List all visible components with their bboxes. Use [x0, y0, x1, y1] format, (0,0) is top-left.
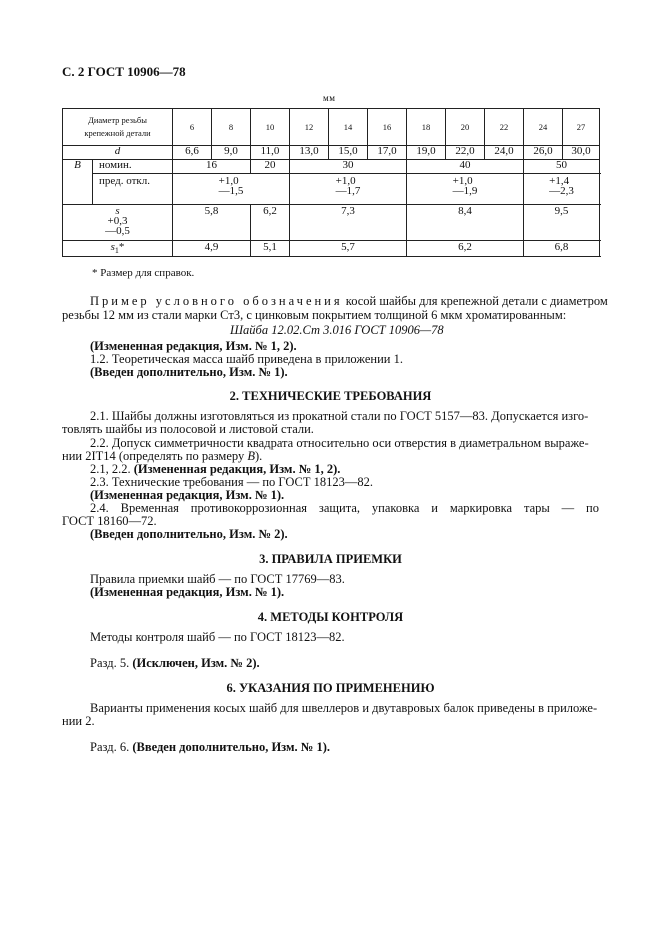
table-header-row — [63, 109, 600, 146]
p2122-pre: 2.1, 2.2. — [90, 462, 131, 476]
s-value-cell: 5,8 — [173, 205, 251, 241]
b-nominal-cell: 16 — [173, 160, 251, 174]
table-row-s1 — [63, 241, 600, 257]
section-6-title: 6. УКАЗАНИЯ ПО ПРИМЕНЕНИЮ — [226, 681, 435, 695]
table-row-b-nominal — [63, 160, 600, 174]
section-2-title: 2. ТЕХНИЧЕСКИЕ ТРЕБОВАНИЯ — [229, 389, 432, 403]
d-label-cell: d — [63, 146, 173, 160]
section-3-title: 3. ПРАВИЛА ПРИЕМКИ — [259, 552, 402, 566]
s1-value-cell: 5,1 — [251, 241, 290, 257]
paragraph-6-line-1: Варианты применения косых шайб для швеллеров и двутавровых балок приведены в приложе- — [90, 701, 598, 715]
introduced-note-2: (Введен дополнительно, Изм. № 2). — [90, 527, 288, 541]
page-header: С. 2 ГОСТ 10906—78 — [62, 64, 186, 79]
s-value-cell: 7,3 — [290, 205, 407, 241]
table-footnote: * Размер для справок. — [92, 267, 195, 279]
example-line-1 — [90, 295, 608, 308]
sec5-bold: (Исключен, Изм. № 2). — [132, 656, 260, 670]
paragraph-2-2-line-1: 2.2. Допуск симметричности квадрата относительно оси отверстия в диаметральном выраже- — [90, 436, 589, 450]
s1-value-cell: 6,2 — [407, 241, 524, 257]
amendment-note-3: (Измененная редакция, Изм. № 1). — [90, 585, 285, 599]
p22-pre: нии 2IT14 (определять по размеру — [62, 449, 248, 463]
table-row-s — [63, 205, 600, 241]
p22-post: ). — [254, 449, 263, 463]
d-value-cell: 24,0 — [485, 146, 524, 160]
units-label: мм — [323, 93, 336, 103]
diameter-cell: 8 — [212, 109, 251, 146]
s-dev-plus: +0,3 — [107, 215, 128, 227]
deviation-label-cell: пред. откл. — [93, 174, 173, 205]
diameter-cell: 27 — [563, 109, 600, 146]
dev-plus: +1,0 — [335, 175, 356, 187]
diameter-cell: 18 — [407, 109, 446, 146]
s1-star: * — [118, 241, 125, 253]
d-value-cell: 30,0 — [563, 146, 600, 160]
s-label: s — [115, 205, 120, 217]
diameter-cell: 16 — [368, 109, 407, 146]
introduced-note: (Введен дополнительно, Изм. № 1). — [90, 365, 288, 379]
diameter-cell: 12 — [290, 109, 329, 146]
paragraph-2-3: 2.3. Технические требования — по ГОСТ 18123—82. — [90, 475, 373, 489]
b-deviation-cell — [407, 174, 524, 205]
d-value-cell: 26,0 — [524, 146, 563, 160]
example-lead: Пример условного обозначения — [90, 294, 343, 308]
table-row-d — [63, 146, 600, 160]
dimensions-table — [62, 108, 600, 257]
d-value-cell: 19,0 — [407, 146, 446, 160]
p22-var: B — [247, 449, 255, 463]
diameter-label-line-1: Диаметр резьбы — [88, 115, 147, 125]
paragraph-2-1-line-2: товлять шайбы из полосовой и листовой стали. — [62, 422, 314, 436]
paragraph-2-4-line-1: 2.4. Временная противокоррозионная защита, упаковка и маркировка тары — по — [90, 501, 599, 515]
diameter-cell: 10 — [251, 109, 290, 146]
diameter-cell: 22 — [485, 109, 524, 146]
diameter-cell: 24 — [524, 109, 563, 146]
paragraph-2-4-line-2: ГОСТ 18160—72. — [62, 514, 157, 528]
diameter-cell: 14 — [329, 109, 368, 146]
paragraph-6-line-2: нии 2. — [62, 714, 95, 728]
b-nominal-cell: 30 — [290, 160, 407, 174]
diameter-cell: 20 — [446, 109, 485, 146]
s-value-cell: 6,2 — [251, 205, 290, 241]
s1-subscript: 1 — [114, 246, 119, 256]
paragraph-3: Правила приемки шайб — по ГОСТ 17769—83. — [90, 572, 345, 586]
section-6-note — [90, 741, 330, 754]
dev-plus: +1,0 — [452, 175, 473, 187]
d-value-cell: 15,0 — [329, 146, 368, 160]
d-value-cell: 13,0 — [290, 146, 329, 160]
amendment-note-2-3: (Измененная редакция, Изм. № 1). — [90, 488, 285, 502]
s-dev-minus: —0,5 — [105, 225, 130, 237]
paragraph-4: Методы контроля шайб — по ГОСТ 18123—82. — [90, 630, 345, 644]
s-value-cell: 9,5 — [524, 205, 600, 241]
s1-value-cell: 4,9 — [173, 241, 251, 257]
dev-minus: —1,7 — [335, 185, 361, 197]
s1-value-cell: 6,8 — [524, 241, 600, 257]
b-nominal-cell: 50 — [524, 160, 600, 174]
b-deviation-cell — [524, 174, 600, 205]
s-label-cell — [63, 205, 173, 241]
dev-minus: —1,9 — [452, 185, 478, 197]
b-deviation-cell — [290, 174, 407, 205]
example-designation: Шайба 12.02.Ст 3.016 ГОСТ 10906—78 — [230, 323, 444, 337]
section-4-title: 4. МЕТОДЫ КОНТРОЛЯ — [257, 610, 404, 624]
d-value-cell: 17,0 — [368, 146, 407, 160]
diameter-label-line-2: крепежной детали — [84, 128, 151, 138]
table-row-b-deviation — [63, 174, 600, 205]
s-value-cell: 8,4 — [407, 205, 524, 241]
paragraph-2-1-line-1: 2.1. Шайбы должны изготовляться из прокатной стали по ГОСТ 5157—83. Допускается изго- — [90, 409, 589, 423]
b-nominal-cell: 20 — [251, 160, 290, 174]
dev-minus: —1,5 — [218, 185, 244, 197]
d-value-cell: 11,0 — [251, 146, 290, 160]
s1-label: s — [110, 241, 115, 253]
d-value-cell: 9,0 — [212, 146, 251, 160]
s1-value-cell: 5,7 — [290, 241, 407, 257]
sec6-bold: (Введен дополнительно, Изм. № 1). — [132, 740, 331, 754]
diameter-cell: 6 — [173, 109, 212, 146]
dev-plus: +1,4 — [549, 175, 570, 187]
section-5-note — [90, 657, 260, 670]
example-line-2: резьбы 12 мм из стали марки Ст3, с цинковым покрытием толщиной 6 мкм хроматированным: — [62, 308, 567, 322]
p2122-bold: (Измененная редакция, Изм. № 1, 2). — [133, 462, 341, 476]
dev-minus: —2,3 — [549, 185, 574, 197]
dev-plus: +1,0 — [218, 175, 239, 187]
b-nominal-cell: 40 — [407, 160, 524, 174]
diameter-header-cell — [63, 109, 173, 146]
example-text-1: косой шайбы для крепежной детали с диаметром — [345, 294, 608, 308]
s1-label-cell — [63, 241, 173, 257]
sec6-pre: Разд. 6. — [90, 740, 130, 754]
b-deviation-cell — [173, 174, 290, 205]
b-label-cell: B — [63, 160, 93, 205]
amendment-note: (Измененная редакция, Изм. № 1, 2). — [90, 339, 297, 353]
d-value-cell: 6,6 — [173, 146, 212, 160]
nominal-label-cell: номин. — [93, 160, 173, 174]
sec5-pre: Разд. 5. — [90, 656, 130, 670]
paragraph-1-2: 1.2. Теоретическая масса шайб приведена в приложении 1. — [90, 352, 403, 366]
d-value-cell: 22,0 — [446, 146, 485, 160]
